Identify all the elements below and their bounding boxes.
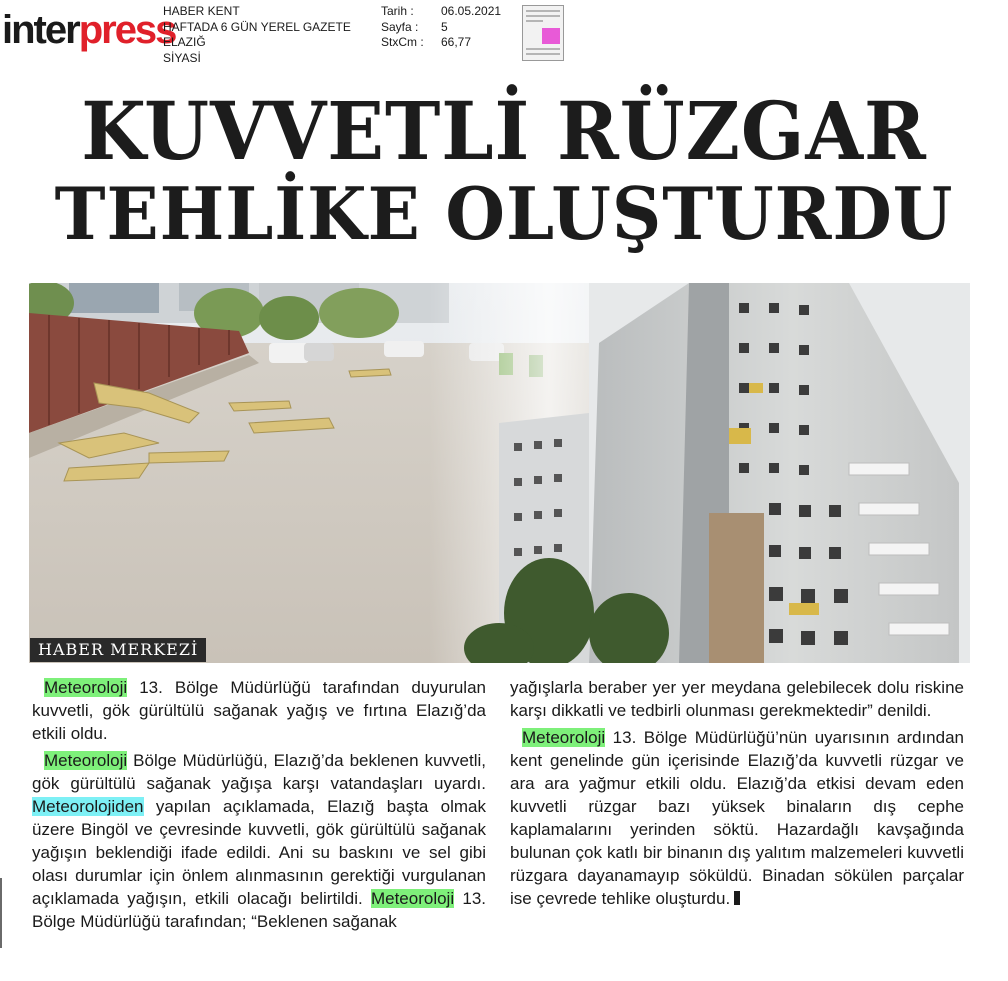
keyword-highlight: Meteoroloji — [44, 678, 128, 697]
article-paragraph — [32, 749, 486, 933]
meta-value: 66,77 — [441, 35, 472, 49]
paragraph-text: 13. Bölge Müdürlüğü tarafından; “Beklenen sağanak — [32, 889, 487, 931]
article-column-right — [510, 676, 964, 910]
publication-info — [163, 4, 351, 66]
meta-label: StxCm : — [381, 35, 424, 49]
paragraph-text: 13. Bölge Müdürlüğü’nün uyarısının ardından kent genelinde gün içerisinde Elazığ’da kuvvetli rüzgar ve ara ara yağmur etkili oldu. Elazığ’da etkisi devam eden kuvvetli rüzgar bazı yüksek binaların dış cephe kaplamalarını yerinden söktü. Hazardağlı kavşağında bulunan çok katlı bir binanın dış yalıtım malzemeleri kuvvetli rüzgara dayanamayıp söküldü. Binadan sökülen parçalar ise çevrede tehlike oluşturdu. — [510, 728, 964, 908]
keyword-highlight: Meteoroloji — [44, 751, 128, 770]
headline — [0, 84, 1008, 256]
photo-illustration — [29, 283, 970, 663]
headline-line-2: TEHLİKE OLUŞTURDU — [54, 171, 954, 256]
article-paragraph — [510, 676, 964, 722]
page-thumbnail[interactable] — [522, 5, 564, 61]
meta-row-page — [381, 20, 501, 36]
meta-value: 06.05.2021 — [441, 4, 502, 18]
end-of-article-mark — [734, 891, 740, 905]
keyword-highlight: Meteorolojiden — [32, 797, 144, 816]
news-photo — [29, 283, 970, 663]
page-edge-mark — [0, 878, 2, 948]
meta-label: Tarih : — [381, 4, 414, 18]
meta-value: 5 — [441, 19, 448, 34]
byline: HABER MERKEZİ — [30, 638, 206, 662]
publication-city: ELAZIĞ — [163, 35, 206, 49]
article-column-left — [32, 676, 486, 933]
interpress-logo — [2, 6, 175, 54]
meta-row-date — [381, 4, 501, 20]
article-paragraph — [32, 676, 486, 745]
keyword-highlight: Meteoroloji — [370, 889, 455, 908]
keyword-highlight: Meteoroloji — [522, 728, 606, 747]
paragraph-text: yağışlarla beraber yer yer meydana gelebilecek dolu riskine karşı dikkatli ve tedbirli olunması gerekmektedir” denildi. — [510, 678, 964, 720]
paragraph-text: yapılan açıklamada, Elazığ başta olmak üzere Bingöl ve çevresinde kuvvetli, gök gürültülü sağanak yağışın beklendiği ifade edildi. Ani su baskını ve sel gibi olası durumlar için önlem alınmasının gerektiği vurgulanan açıklamada yağışın, etkili olacağı belirtildi. — [32, 797, 486, 908]
logo-part-inter: inter — [2, 7, 79, 52]
logo-part-press: press — [78, 7, 176, 52]
paragraph-text: 13. Bölge Müdürlüğü tarafından duyurulan kuvvetli, gök gürültülü sağanak yağış ve fırtına Elazığ’da etkili oldu. — [32, 678, 486, 743]
clip-meta — [381, 4, 501, 51]
headline-line-1: KUVVETLİ RÜZGAR — [81, 84, 927, 178]
meta-row-stxcm — [381, 35, 501, 51]
meta-label: Sayfa : — [381, 19, 419, 34]
publication-frequency: HAFTADA 6 GÜN YEREL GAZETE — [163, 19, 351, 34]
paragraph-text: Bölge Müdürlüğü, Elazığ’da beklenen kuvvetli, gök gürültülü sağanak yağışa karşı vatandaşları uyardı. — [32, 751, 486, 793]
article-paragraph — [510, 726, 964, 910]
publication-section: SİYASİ — [163, 50, 201, 65]
clip-highlight-marker — [542, 28, 560, 44]
publication-name: HABER KENT — [163, 4, 240, 18]
